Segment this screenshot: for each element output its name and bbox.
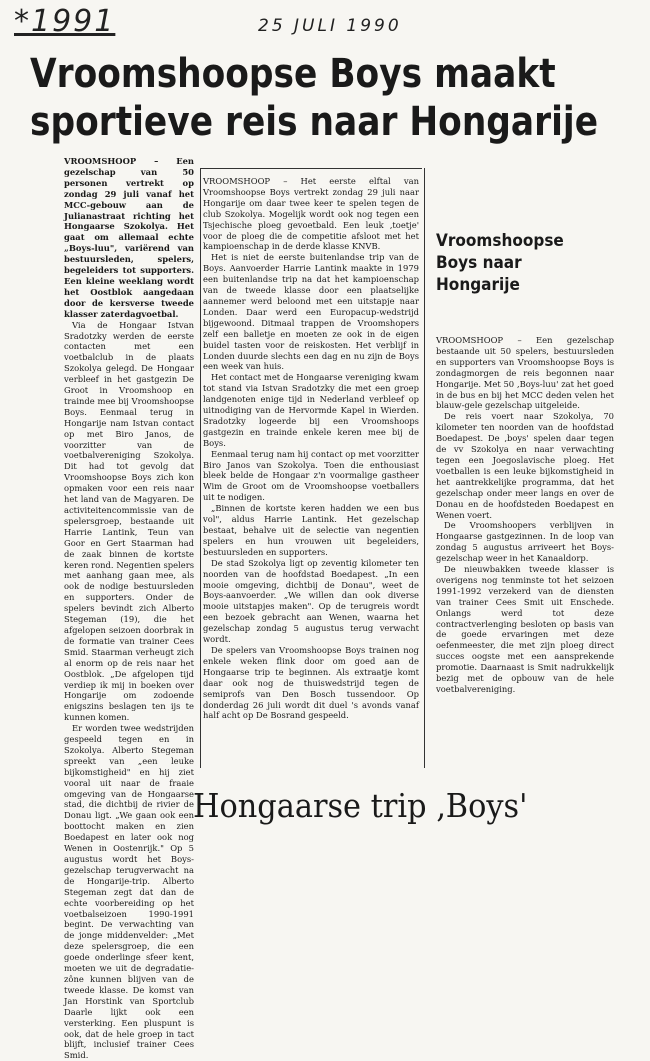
handwritten-date: 25 JULI 1990: [258, 16, 402, 36]
handwritten-reference: *1991: [14, 4, 116, 39]
column-frame-right: [424, 168, 425, 768]
column-frame-left: [200, 168, 201, 768]
left-article-paragraph: Er worden twee wedstrijden gespeeld tegen en in Szokolya. Alberto Stegeman spreekt van „een leuke bijkomstigheid" en hij ziet vooral uit naar de fraaie omgeving van de Hongaarse stad, die dichtbij de rivier de Donau ligt. „We gaan ook een boottocht maken en zien Boedapest en later ook nog Wenen in Oostenrijk." Op 5 augustus wordt het Boys-gezelschap terugverwacht na de Hongarije-trip. Alberto Stegeman zegt dat dan de echte voorbereiding op het voetbalseizoen 1990-1991 begint. De verwachting van de jonge middenvelder: „Met deze spelersgroep, die een goede onderlinge sfeer kent, moeten we uit de degradatie-zône kunnen blijven van de tweede klasse. De komst van Jan Horstink van Sportclub Daarle lijkt ook een versterking. Een pluspunt is ook, dat de hele groep in tact blijft, inclusief trainer Cees Smid.: [64, 723, 194, 1061]
middle-article-paragraph: Eenmaal terug nam hij contact op met voorzitter Biro Janos van Szokolya. Toen die enthousiast bleek belde de Hongaar z'n voormalige gastheer Wim de Groot om de Vroomshoopse voetballers uit te nodigen.: [203, 448, 419, 503]
middle-article-lead: VROOMSHOOP – Het eerste elftal van Vroomshoopse Boys vertrekt zondag 29 juli naar Hongarije om daar twee keer te spelen tegen de club Szokolya. Mogelijk wordt ook nog tegen een Tsjechische ploeg gevoetbald. Een leuk ‚toetje' voor de ploeg die de competitie afsloot met het kampioenschap in de derde klasse KNVB.: [203, 176, 419, 252]
right-article-lead: VROOMSHOOP – Een gezelschap bestaande uit 50 spelers, bestuursleden en supporters van Vroomshoopse Boys is zondagmorgen de reis begonnen naar Hongarije. Met 50 ‚Boys-luu' zat het goed in de bus en bij het MCC deden velen het blauw-gele gezelschap uitgeleide.: [436, 335, 614, 411]
column-frame-top: [200, 168, 422, 169]
headline-line-1: Vroomshoopse Boys maakt: [30, 51, 556, 97]
left-article-lead: VROOMSHOOP – Een gezelschap van 50 personen vertrekt op zondag 29 juli vanaf het MCC-gebouw aan de Julianastraat richting het Hongaarse Szokolya. Het gaat om allemaal echte „Boys-luu", variërend van bestuursleden, spelers, begeleiders tot supporters. Een kleine weeklang wordt het Oostblok aangedaan door de kersverse tweede klasser zaterdagvoetbal.: [64, 156, 194, 319]
right-article-paragraph: De reis voert naar Szokolya, 70 kilometer ten noorden van de hoofdstad Boedapest. De ‚boys' spelen daar tegen de vv Szokolya en naar verwachting tegen een Joegoslavische ploeg. Het voetballen is een leuke bijkomstigheid in het aantrekkelijke programma, dat het gezelschap onder meer langs en over de Donau en de hoofdsteden Boedapest en Wenen voert.: [436, 411, 614, 520]
middle-article-paragraph: „Binnen de kortste keren hadden we een bus vol", aldus Harrie Lantink. Het gezelschap bestaat, behalve uit de selectie van negentien spelers en hun vrouwen uit begeleiders, bestuursleden en supporters.: [203, 503, 419, 557]
middle-article-paragraph: De stad Szokolya ligt op zeventig kilometer ten noorden van de hoofdstad Boedapest. „In een mooie omgeving, dichtbij de Donau", weet de Boys-aanvoerder. „We willen dan ook diverse mooie uitstapjes maken". Op de terugreis wordt een bezoek gebracht aan Wenen, waarna het gezelschap zondag 5 augustus terug verwacht wordt.: [203, 557, 419, 645]
middle-article-column: [203, 176, 419, 721]
right-article-column: [436, 335, 614, 695]
right-article-paragraph: De Vroomshoopers verblijven in Hongaarse gastgezinnen. In de loop van zondag 5 augustus arriveert het Boys-gezelschap weer in het Kanaaldorp.: [436, 520, 614, 564]
left-article-column: [64, 156, 194, 1061]
middle-article-paragraph: Het is niet de eerste buitenlandse trip van de Boys. Aanvoerder Harrie Lantink maakte in 1979 een buitenlandse trip na dat het kampioenschap van de tweede klasse door een plaatselijke aannemer werd beloond met een uitstapje naar Londen. Daar werd een Europacup-wedstrijd bijgewoond. Ditmaal trappen de Vroomshopers zelf een balletje en moeten ze ook in de eigen buidel tasten voor de reiskosten. Het verblijf in Londen duurde slechts een dag en nu zijn de Boys een week van huis.: [203, 252, 419, 372]
middle-article-paragraph: Het contact met de Hongaarse vereniging kwam tot stand via Istvan Sradotzky die met een groep landgenoten enige tijd in Nederland verbleef op uitnodiging van de Hervormde Kapel in Wierden. Sradotzky logeerde bij een Vroomshoops gastgezin en trainde enkele keren mee bij de Boys.: [203, 372, 419, 448]
left-article-paragraph: Via de Hongaar Istvan Sradotzky werden de eerste contacten met een voetbalclub in de plaats Szokolya gelegd. De Hongaar verbleef in het gastgezin De Groot in Vroomshoop en trainde mee bij Vroomshoopse Boys. Eenmaal terug in Hongarije nam Istvan contact op met Biro Janos, de voorzitter van de voetbalvereniging Szokolya. Dit had tot gevolg dat Vroomshoopse Boys zich kon opmaken voor een reis naar het land van de Magyaren. De activiteitencommissie van de spelersgroep, bestaande uit Harrie Lantink, Teun van Goor en Gert Staarman had de zaak binnen de kortste keren rond. Negentien spelers met aanhang gaan mee, als ook de nodige bestuursleden en supporters. Onder de spelers bevindt zich Alberto Stegeman (19), die het afgelopen seizoen doorbrak in de formatie van trainer Cees Smid. Staarman verheugt zich al enorm op de reis naar het Oostblok. „De afgelopen tijd verdiep ik mij in boeken over Hongarije om zodoende enigszins beslagen ten ijs te kunnen komen.: [64, 319, 194, 723]
right-article-title: Vroomshoopse Boys naar Hongarije: [436, 231, 564, 295]
footer-headline: Hongaarse trip ‚Boys': [193, 786, 528, 825]
middle-article-paragraph: De spelers van Vroomshoopse Boys trainen nog enkele weken flink door om goed aan de Hongaarse trip te beginnen. Als extraatje komt daar ook nog de thuiswedstrijd tegen de semiprofs van Den Bosch tussendoor. Op donderdag 26 juli wordt dit duel 's avonds vanaf half acht op De Bosrand gespeeld.: [203, 644, 419, 721]
main-headline: [30, 50, 599, 146]
right-article-paragraph: De nieuwbakken tweede klasser is overigens nog tenminste tot het seizoen 1991-1992 verzekerd van de diensten van trainer Cees Smit uit Enschede. Onlangs werd tot deze contractverlenging besloten op basis van de goede ervaringen met deze oefenmeester, die met zijn ploeg direct succes oogste met een aansprekende promotie. Daarnaast is Smit nadrukkelijk bezig met de opbouw van de hele voetbalvereniging.: [436, 564, 614, 694]
headline-line-2: sportieve reis naar Hongarije: [30, 99, 599, 145]
